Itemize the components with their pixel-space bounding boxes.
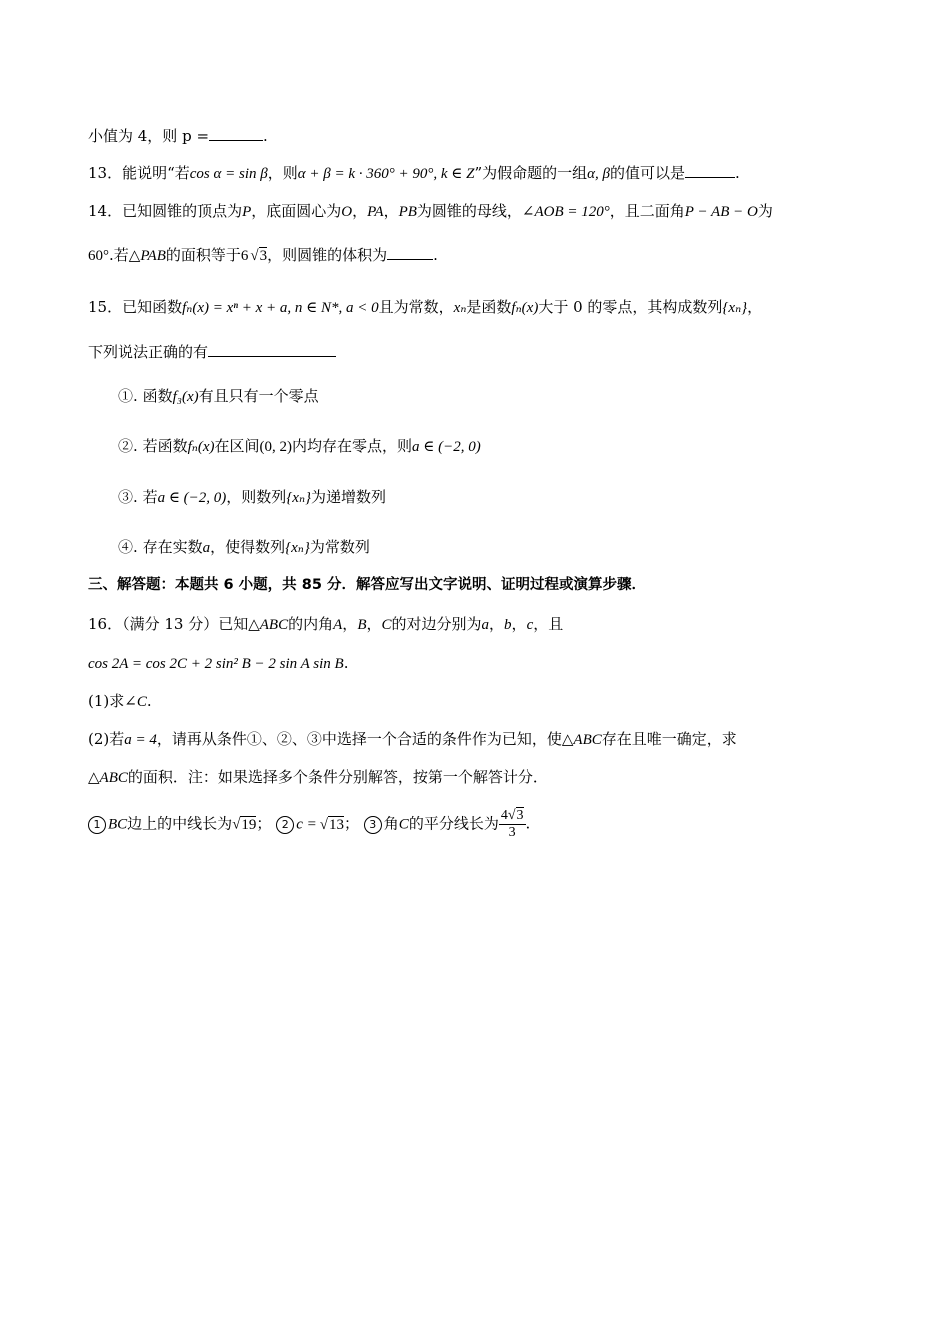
text: 为常数列 xyxy=(309,538,370,556)
text: ， xyxy=(342,615,358,633)
text: 为递增数列 xyxy=(311,488,387,506)
text: 边上的中线长为 xyxy=(127,814,233,833)
answer-blank[interactable] xyxy=(208,341,336,357)
score-label: （满分 13 分） xyxy=(122,615,219,633)
answer-blank[interactable] xyxy=(685,162,735,178)
text: 的面积等于 xyxy=(165,246,241,264)
circled-number: 1 xyxy=(88,816,106,834)
text: ，则 xyxy=(267,164,298,182)
text: ，且二面角 xyxy=(609,202,685,220)
math: C xyxy=(398,816,409,833)
text: 能说明“若 xyxy=(122,164,190,182)
answer-blank[interactable] xyxy=(387,244,433,260)
fraction-denominator: 3 xyxy=(508,825,516,840)
text: ， xyxy=(489,615,505,633)
math: α + β = k · 360° + 90°, k ∈ Z xyxy=(297,166,475,182)
text: ， xyxy=(352,202,368,220)
math: fₙ(x) xyxy=(187,439,215,455)
text: ， xyxy=(366,615,382,633)
text: 内均存在零点，则 xyxy=(292,437,413,455)
math: {xₙ} xyxy=(286,490,312,506)
option-1 xyxy=(118,385,319,408)
math: a = 4 xyxy=(124,732,157,748)
option-number: ③. xyxy=(118,488,138,506)
text: ”为假命题的一组 xyxy=(474,164,588,182)
math: △PAB xyxy=(128,248,166,264)
math: ∠AOB = 120° xyxy=(521,204,610,220)
question-number: 14． xyxy=(88,202,123,220)
math: fₙ(x) xyxy=(511,300,539,316)
math: 6 xyxy=(240,248,249,264)
text: 已知函数 xyxy=(122,298,183,316)
math: ∠C xyxy=(124,694,147,710)
question-15-line-2 xyxy=(88,341,336,363)
math: a xyxy=(202,540,211,556)
text: 的内角 xyxy=(288,615,334,633)
math: cos 2A = cos 2C + 2 sin² B − 2 sin A sin B xyxy=(88,656,344,672)
text: ，请再从条件①、②、③中选择一个合适的条件作为已知，使 xyxy=(156,730,562,748)
text: ； xyxy=(343,814,359,833)
math: BC xyxy=(108,816,128,833)
math: PA xyxy=(367,204,384,220)
text: 函数 xyxy=(142,387,173,405)
sqrt-radicand: 3 xyxy=(259,248,268,264)
part-2-line-2 xyxy=(88,766,548,789)
question-14 xyxy=(88,200,773,223)
text: ， xyxy=(511,615,527,633)
text: 已知圆锥的顶点为 xyxy=(122,202,243,220)
math: P xyxy=(242,204,252,220)
math: A xyxy=(333,617,343,633)
text: 存在实数 xyxy=(142,538,203,556)
math: △ABC xyxy=(88,770,128,786)
text: ，则数列 xyxy=(226,488,287,506)
math: (0, 2) xyxy=(259,439,292,455)
text: .若 xyxy=(109,246,129,264)
conditions: 1 BC边上的中线长为√19； 2 c = √13； 3 角C的平分线长为 $\frac{4√3}{3}$ . xyxy=(88,808,530,841)
text: 的值可以是 xyxy=(610,164,686,182)
text: . xyxy=(263,127,268,145)
section-3-heading: 三、解答题：本题共 6 小题，共 85 分．解答应写出文字说明、证明过程或演算步骤． xyxy=(88,577,646,593)
part-1 xyxy=(88,690,152,713)
math: cos α = sin β xyxy=(189,166,268,182)
sqrt-radicand: 19 xyxy=(241,816,257,833)
math: 60° xyxy=(88,248,109,264)
part-2 xyxy=(88,728,737,751)
line-q12-tail xyxy=(88,125,268,147)
math: PB xyxy=(398,204,417,220)
text: ，则圆锥的体积为 xyxy=(267,246,388,264)
math: fₙ(x) = xⁿ + x + a, n ∈ N*, a < 0 xyxy=(182,300,379,316)
fraction-numerator: 4 xyxy=(500,808,508,823)
math: {xₙ} xyxy=(285,540,310,556)
math: a ∈ (−2, 0) xyxy=(412,439,481,455)
math: O xyxy=(341,204,353,220)
sqrt-radicand: 3 xyxy=(516,808,524,823)
math: △ABC xyxy=(248,617,289,633)
text: 若 xyxy=(142,488,158,506)
text: 下列说法正确的有 xyxy=(88,343,209,361)
text: 是函数 xyxy=(466,298,512,316)
text: 的对边分别为 xyxy=(391,615,482,633)
math: B xyxy=(357,617,367,633)
text: 小值为 4，则 p = xyxy=(88,127,210,145)
text: . xyxy=(433,246,438,264)
text: (1)求 xyxy=(88,692,125,710)
question-16 xyxy=(88,613,563,636)
option-4 xyxy=(118,536,370,559)
sqrt-radicand: 13 xyxy=(328,816,344,833)
text: 存在且唯一确定，求 xyxy=(601,730,737,748)
text: ，使得数列 xyxy=(210,538,286,556)
text: 若函数 xyxy=(142,437,188,455)
text: . xyxy=(735,164,740,182)
question-13 xyxy=(88,162,740,185)
text: 且为常数， xyxy=(378,298,454,316)
text: 的面积．注：如果选择多个条件分别解答，按第一个解答计分． xyxy=(127,768,548,786)
math: c xyxy=(526,617,534,633)
text: 已知 xyxy=(218,615,249,633)
text: . xyxy=(525,814,531,833)
math: a xyxy=(481,617,490,633)
text: ； xyxy=(256,814,272,833)
fraction: $\frac{4√3}{3}$ xyxy=(500,808,524,840)
text: (2)若 xyxy=(88,730,125,748)
text: 角 xyxy=(383,814,399,833)
question-number: 15． xyxy=(88,298,123,316)
question-15 xyxy=(88,296,762,319)
text: 大于 0 的零点，其构成数列 xyxy=(538,298,723,316)
option-3 xyxy=(118,486,386,509)
question-number: 16． xyxy=(88,615,123,633)
option-number: ②. xyxy=(118,437,138,455)
text: ，底面圆心为 xyxy=(251,202,342,220)
option-number: ①. xyxy=(118,387,138,405)
text: ，且 xyxy=(533,615,564,633)
answer-blank[interactable] xyxy=(209,125,263,141)
text: ， xyxy=(747,298,763,316)
math: C xyxy=(381,617,392,633)
option-number: ④. xyxy=(118,538,138,556)
math: △ABC xyxy=(561,732,602,748)
math: f₃(x) xyxy=(172,389,199,405)
circled-number: 3 xyxy=(364,816,382,834)
option-2 xyxy=(118,435,481,458)
math: {xₙ} xyxy=(722,300,748,316)
math: P − AB − O xyxy=(684,204,758,220)
math: a ∈ (−2, 0) xyxy=(157,490,227,506)
question-16-equation xyxy=(88,652,349,675)
text: . xyxy=(146,692,152,710)
math: α, β xyxy=(587,166,610,182)
text: 有且只有一个零点 xyxy=(198,387,319,405)
text: 为 xyxy=(757,202,773,220)
question-14-line-2: 60°.若△PAB的面积等于6 √3，则圆锥的体积为 . xyxy=(88,246,438,264)
math: b xyxy=(504,617,512,633)
question-number: 13． xyxy=(88,164,123,182)
text: 的平分线长为 xyxy=(408,814,499,833)
math: c = xyxy=(296,816,317,833)
text: ， xyxy=(383,202,399,220)
text: . xyxy=(343,654,349,672)
math: xₙ xyxy=(453,300,467,316)
text: 为圆锥的母线， xyxy=(416,202,522,220)
text: 在区间 xyxy=(214,437,260,455)
circled-number: 2 xyxy=(276,816,294,834)
